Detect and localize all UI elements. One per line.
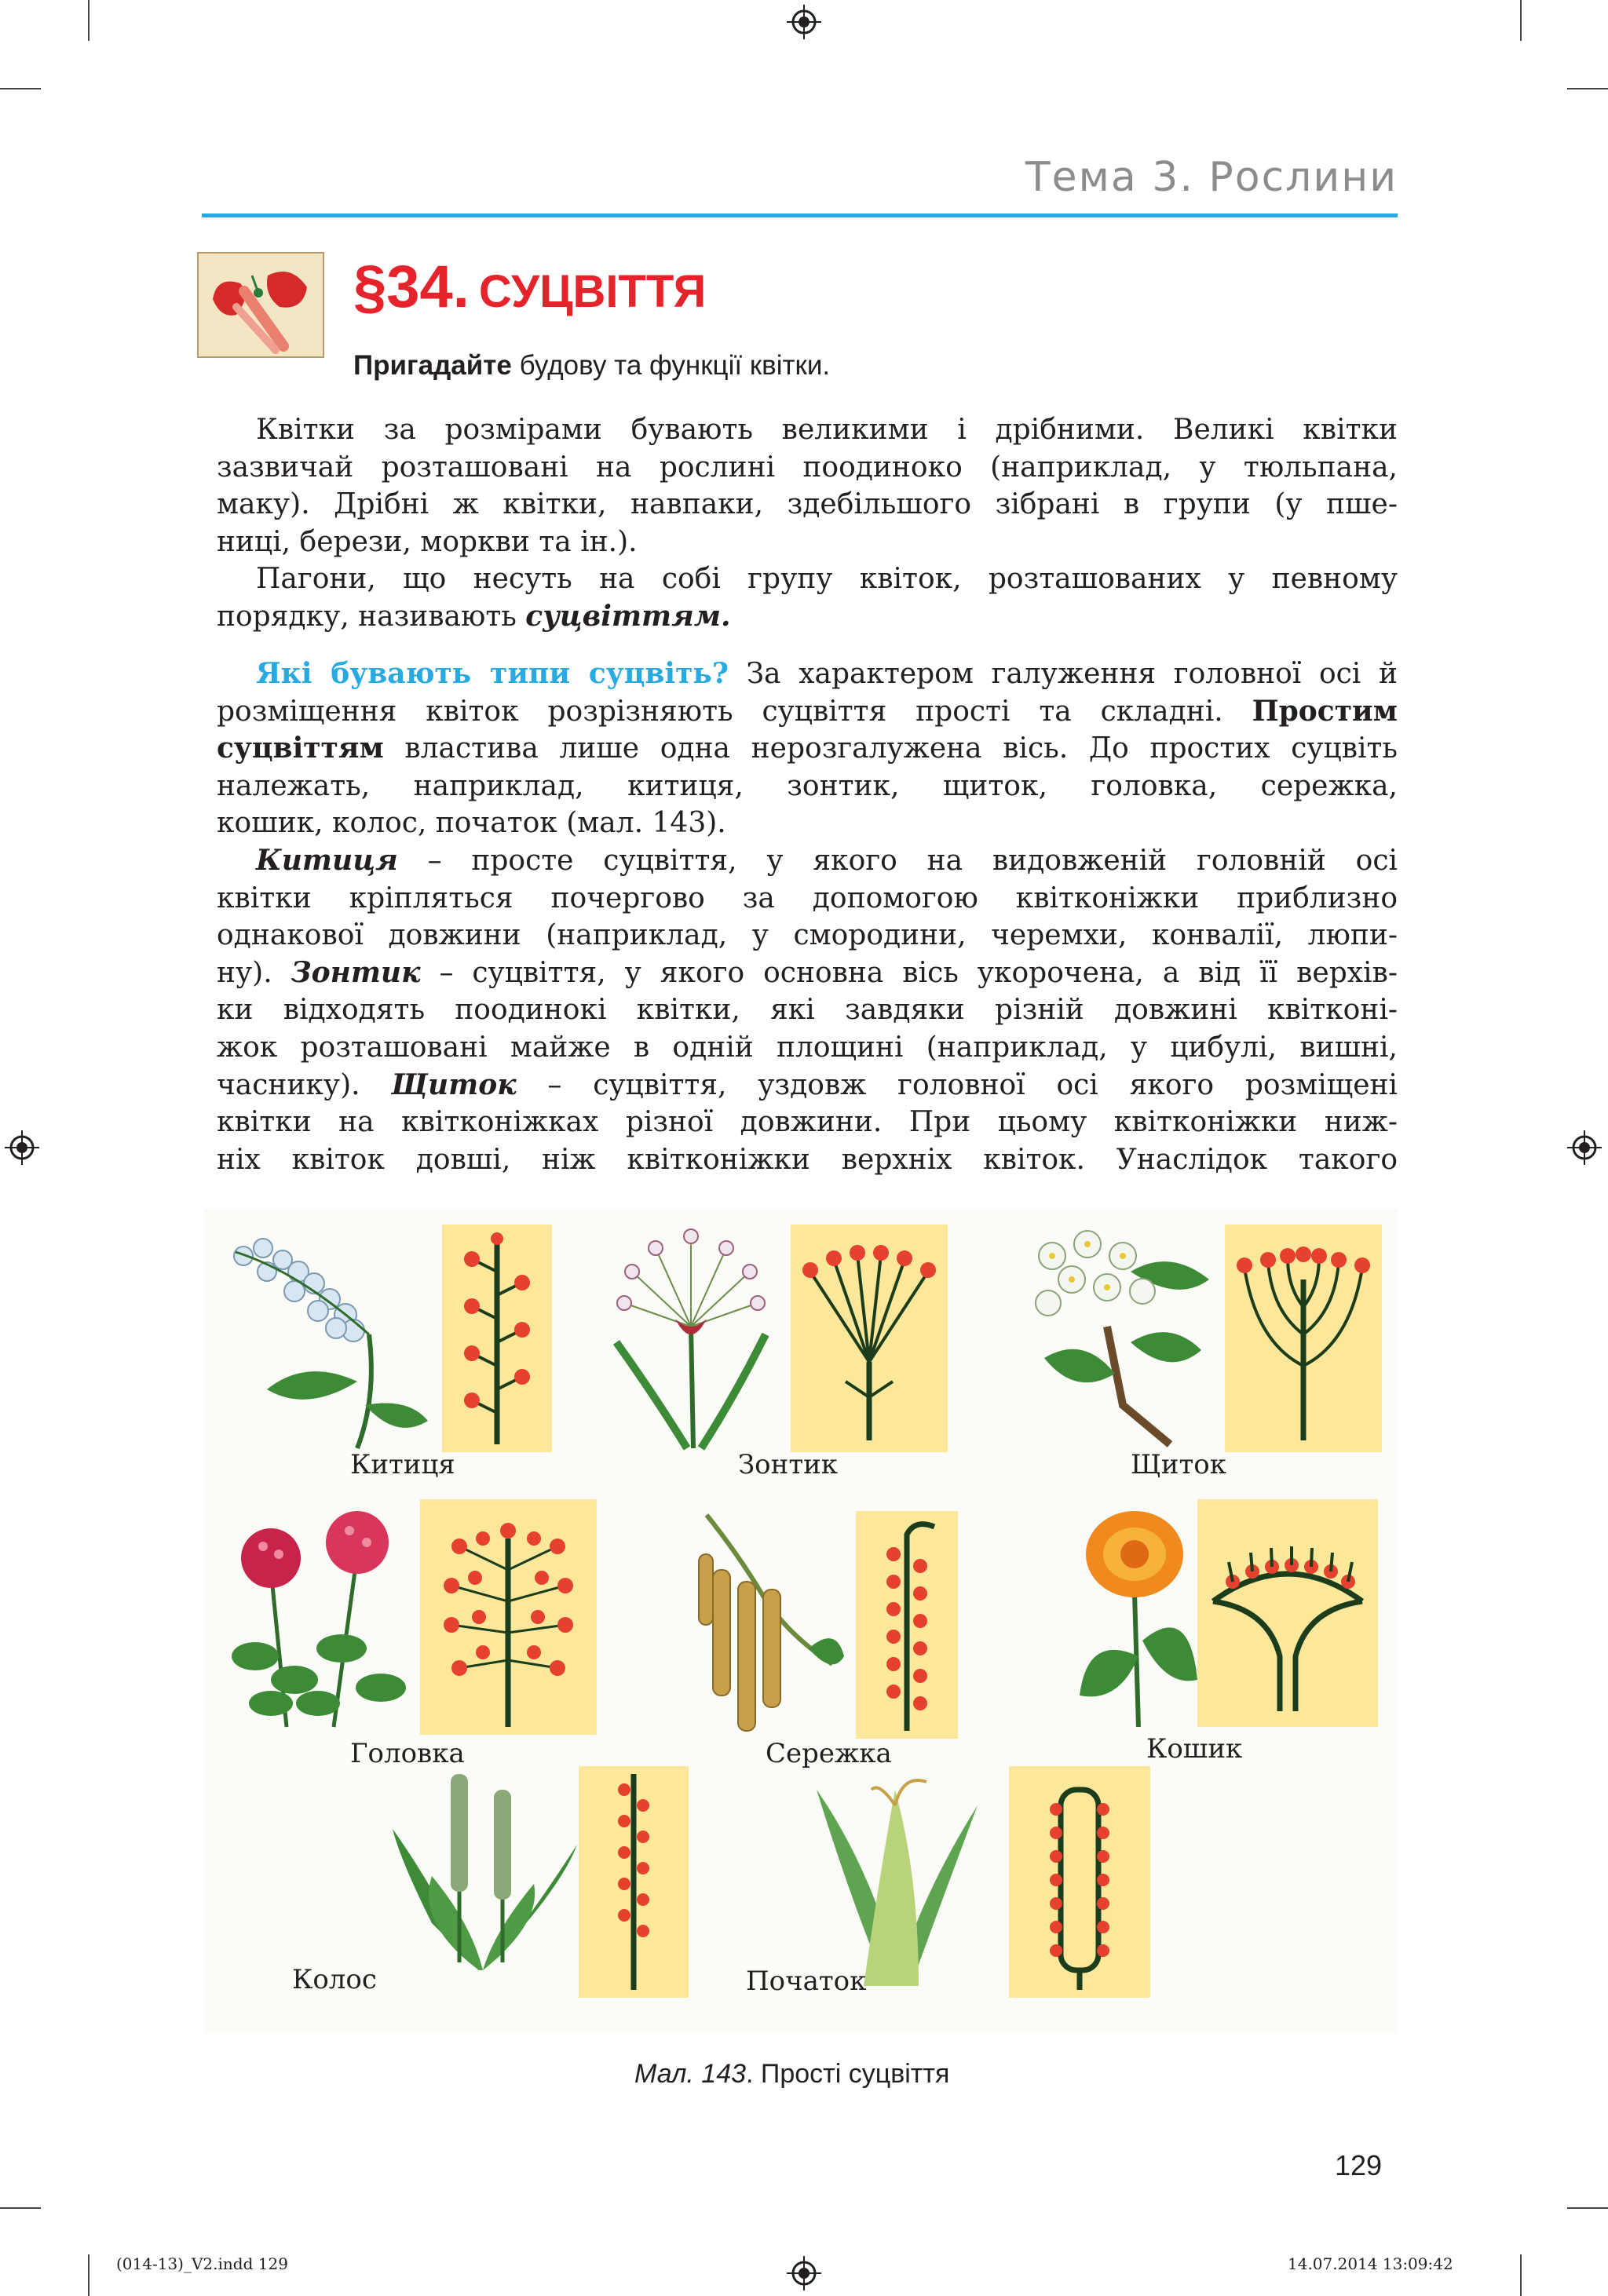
corymb-diagram <box>1225 1225 1382 1452</box>
topic-header: Тема 3. Рослини <box>1025 154 1398 201</box>
crop-mark <box>88 2254 90 2296</box>
header-rule <box>202 214 1398 217</box>
corymb-plant-illustration <box>1013 1225 1225 1452</box>
spadix-plant-illustration <box>809 1758 981 1994</box>
text-line: розміщення квіток розрізняють суцвіття прості та складні. Простим <box>217 694 1398 728</box>
text-line: належать, наприклад, китиця, зонтик, щиток, головка, сережка, <box>217 769 1398 802</box>
crop-mark <box>1567 88 1608 89</box>
crop-mark <box>1520 0 1522 41</box>
label-head: Головка <box>350 1738 465 1769</box>
text-line: ну). Зонтик – суцвіття, у якого основна вісь укорочена, а від її верхів- <box>217 955 1398 989</box>
print-slug-date: 14.07.2014 13:09:42 <box>1288 2254 1453 2273</box>
body-paragraph-1 <box>217 411 1398 636</box>
label-corymb: Щиток <box>1131 1449 1226 1480</box>
label-raceme: Китиця <box>350 1449 455 1480</box>
umbel-plant-illustration <box>601 1225 781 1452</box>
text-line: Які бувають типи суцвіть? За характером галуження головної осі й <box>256 657 1398 690</box>
page-number: 129 <box>1335 2149 1383 2181</box>
print-slug-file: (014-13)_V2.indd 129 <box>116 2254 288 2273</box>
section-title <box>353 253 706 321</box>
recall-text: будову та функції квітки. <box>511 350 831 381</box>
text-line: ки відходять поодинокі квітки, які завдяки різній довжині квітконі- <box>217 994 1398 1027</box>
head-plant-illustration <box>224 1499 420 1735</box>
text-line: Китиця – просте суцвіття, у якого на видовженій головній осі <box>256 843 1398 877</box>
body-paragraph-2 <box>217 655 1398 1178</box>
registration-mark-icon <box>787 2256 821 2291</box>
question-heading: Які бувають типи суцвіть? <box>256 657 729 690</box>
text-line: Квітки за розмірами бувають великими і дрібними. Великі квітки <box>256 414 1398 446</box>
text-line: маку). Дрібні ж квітки, навпаки, здебільшого зібрані в групи (у пше- <box>217 488 1398 521</box>
recall-bold: Пригадайте <box>353 350 512 381</box>
caption-number: Мал. 143 <box>634 2059 747 2089</box>
text-line: Пагони, що несуть на собі групу квіток, розташованих у певному <box>256 563 1398 596</box>
text-line: суцвіттям властива лише одна нерозгалужена вісь. До простих суцвіть <box>217 732 1398 765</box>
crop-mark <box>1520 2254 1522 2296</box>
text-line: квітки на квітконіжках різної довжини. При цьому квітконіжки ниж- <box>217 1106 1398 1139</box>
catkin-diagram <box>856 1511 958 1739</box>
text-line: однакової довжини (наприклад, у смородини, черемхи, конвалії, люпи- <box>217 919 1398 952</box>
text-line: зазвичай розташовані на рослині поодиноко (наприклад, у тюльпана, <box>217 451 1398 484</box>
section-number: §34. <box>353 254 470 320</box>
crop-mark <box>1567 2207 1608 2209</box>
crop-mark <box>0 2207 41 2209</box>
caption-text: . Прості суцвіття <box>746 2059 950 2089</box>
label-capitulum: Кошик <box>1146 1733 1243 1765</box>
text-line: порядку, називають суцвіттям. <box>217 599 731 633</box>
text-line: кошик, колос, початок (мал. 143). <box>217 807 726 840</box>
head-diagram <box>420 1499 597 1735</box>
catkin-plant-illustration <box>675 1507 848 1750</box>
capitulum-diagram <box>1197 1499 1378 1727</box>
label-spike: Колос <box>292 1964 377 1995</box>
text-line: жок розташовані майже в одній площині (наприклад, у цибулі, вишні, <box>217 1031 1398 1064</box>
registration-mark-icon <box>1567 1130 1602 1165</box>
section-name: СУЦВІТТЯ <box>478 266 707 317</box>
text-line: часнику). Щиток – суцвіття, уздовж головної осі якого розміщені <box>217 1068 1398 1101</box>
raceme-plant-illustration <box>220 1225 432 1452</box>
label-catkin: Сережка <box>766 1738 892 1769</box>
recall-prompt <box>353 350 830 381</box>
label-spadix: Початок <box>746 1966 867 1997</box>
figure-caption <box>634 2059 949 2090</box>
section-flower-icon <box>197 252 324 358</box>
spike-diagram <box>579 1766 689 1998</box>
spike-plant-illustration <box>385 1766 581 1978</box>
capitulum-plant-illustration <box>1072 1499 1197 1735</box>
umbel-diagram <box>791 1225 948 1452</box>
label-umbel: Зонтик <box>738 1449 839 1480</box>
text-line: ніх квіток довші, ніж квітконіжки верхніх квіток. Унаслідок такого <box>217 1143 1398 1176</box>
spadix-diagram <box>1009 1766 1150 1998</box>
text-line: ниці, берези, моркви та ін.). <box>217 525 638 558</box>
raceme-diagram <box>442 1225 552 1452</box>
term-inflorescence: суцвіттям. <box>525 599 731 633</box>
crop-mark <box>88 0 90 41</box>
registration-mark-icon <box>5 1130 39 1165</box>
text-line: квітки кріпляться почергово за допомогою квітконіжки приблизно <box>217 882 1398 914</box>
crop-mark <box>0 88 41 89</box>
registration-mark-icon <box>787 5 821 39</box>
